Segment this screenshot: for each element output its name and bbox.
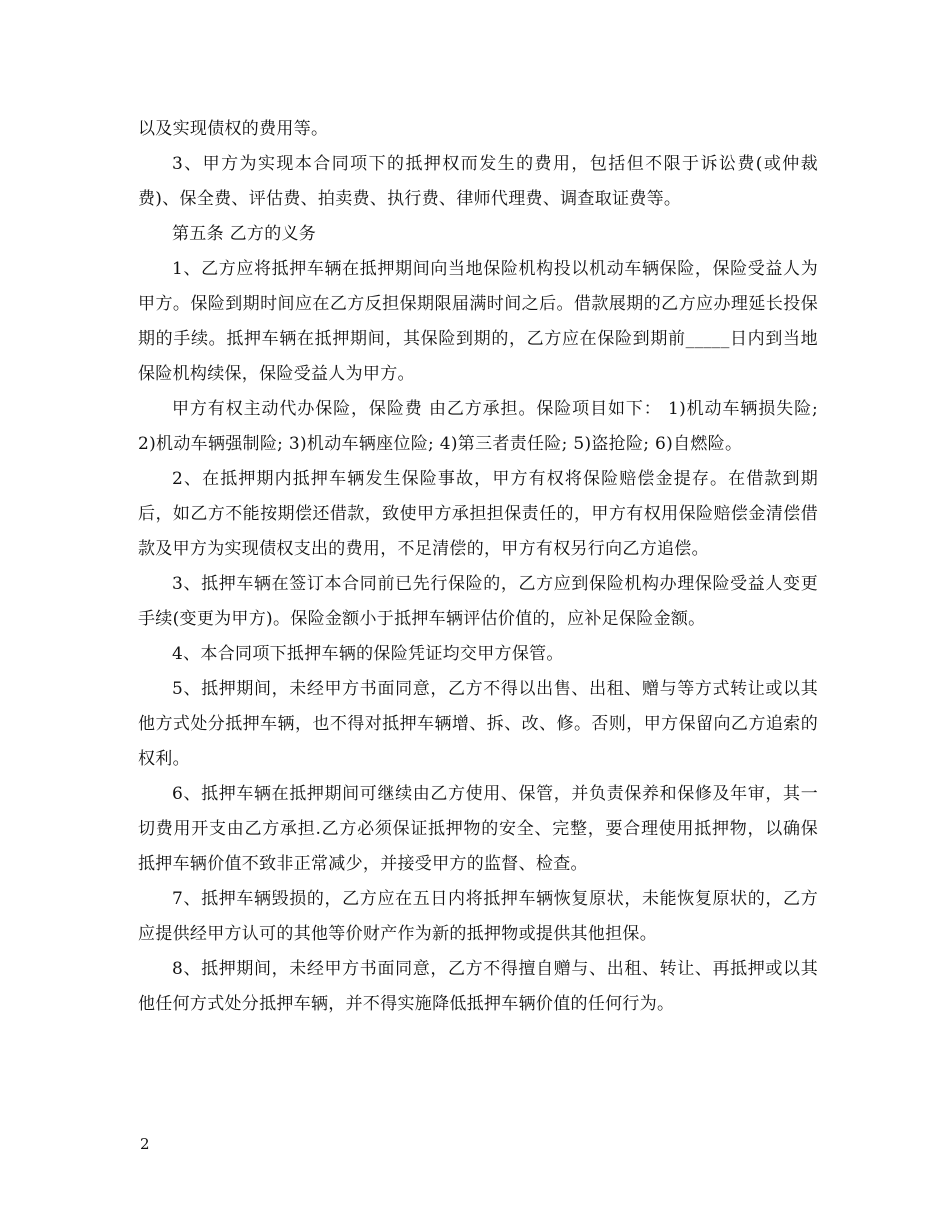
paragraph-clause-5-5: 5、抵押期间，未经甲方书面同意，乙方不得以出售、出租、赠与等方式转让或以其他方式处分抵押车辆，也不得对抵押车辆增、拆、改、修。否则，甲方保留向乙方追索的权利。 xyxy=(138,679,818,769)
paragraph-clause-5-3: 3、抵押车辆在签订本合同前已先行保险的，乙方应到保险机构办理保险受益人变更手续(变更为甲方)。保险金额小于抵押车辆评估价值的，应补足保险金额。 xyxy=(138,574,818,629)
paragraph-clause-4-3: 3、甲方为实现本合同项下的抵押权而发生的费用，包括但不限于诉讼费(或仲裁费)、保全费、评估费、拍卖费、执行费、律师代理费、调查取证费等。 xyxy=(138,154,818,209)
paragraph-clause-5-7: 7、抵押车辆毁损的，乙方应在五日内将抵押车辆恢复原状，未能恢复原状的，乙方应提供经甲方认可的其他等价财产作为新的抵押物或提供其他担保。 xyxy=(138,889,818,944)
section-heading-article-5: 第五条 乙方的义务 xyxy=(172,224,317,244)
paragraph-clause-5-1: 1、乙方应将抵押车辆在抵押期间向当地保险机构投以机动车辆保险，保险受益人为甲方。保险到期时间应在乙方反担保期限届满时间之后。借款展期的乙方应办理延长投保期的手续。抵押车辆在抵押期间，其保险到期的，乙方应在保险到期前_____日内到当地保险机构续保，保险受益人为甲方。 xyxy=(138,259,818,384)
paragraph-insurance-items: 甲方有权主动代办保险，保险费 由乙方承担。保险项目如下： 1)机动车辆损失险; 2)机动车辆强制险; 3)机动车辆座位险; 4)第三者责任险; 5)盗抢险; 6)自燃险。 xyxy=(138,399,818,454)
paragraph-continuation: 以及实现债权的费用等。 xyxy=(138,119,329,139)
paragraph-clause-5-4: 4、本合同项下抵押车辆的保险凭证均交甲方保管。 xyxy=(172,644,564,664)
page-number: 2 xyxy=(140,1135,150,1153)
paragraph-clause-5-2: 2、在抵押期内抵押车辆发生保险事故，甲方有权将保险赔偿金提存。在借款到期后，如乙方不能按期偿还借款，致使甲方承担担保责任的，甲方有权用保险赔偿金清偿借款及甲方为实现债权支出的费用，不足清偿的，甲方有权另行向乙方追偿。 xyxy=(138,469,818,559)
document-body xyxy=(138,112,818,1022)
paragraph-clause-5-6: 6、抵押车辆在抵押期间可继续由乙方使用、保管，并负责保养和保修及年审，其一切费用开支由乙方承担.乙方必须保证抵押物的安全、完整，要合理使用抵押物，以确保抵押车辆价值不致非正常减少，并接受甲方的监督、检查。 xyxy=(138,784,818,874)
paragraph-clause-5-8: 8、抵押期间，未经甲方书面同意，乙方不得擅自赠与、出租、转让、再抵押或以其他任何方式处分抵押车辆，并不得实施降低抵押车辆价值的任何行为。 xyxy=(138,959,818,1014)
